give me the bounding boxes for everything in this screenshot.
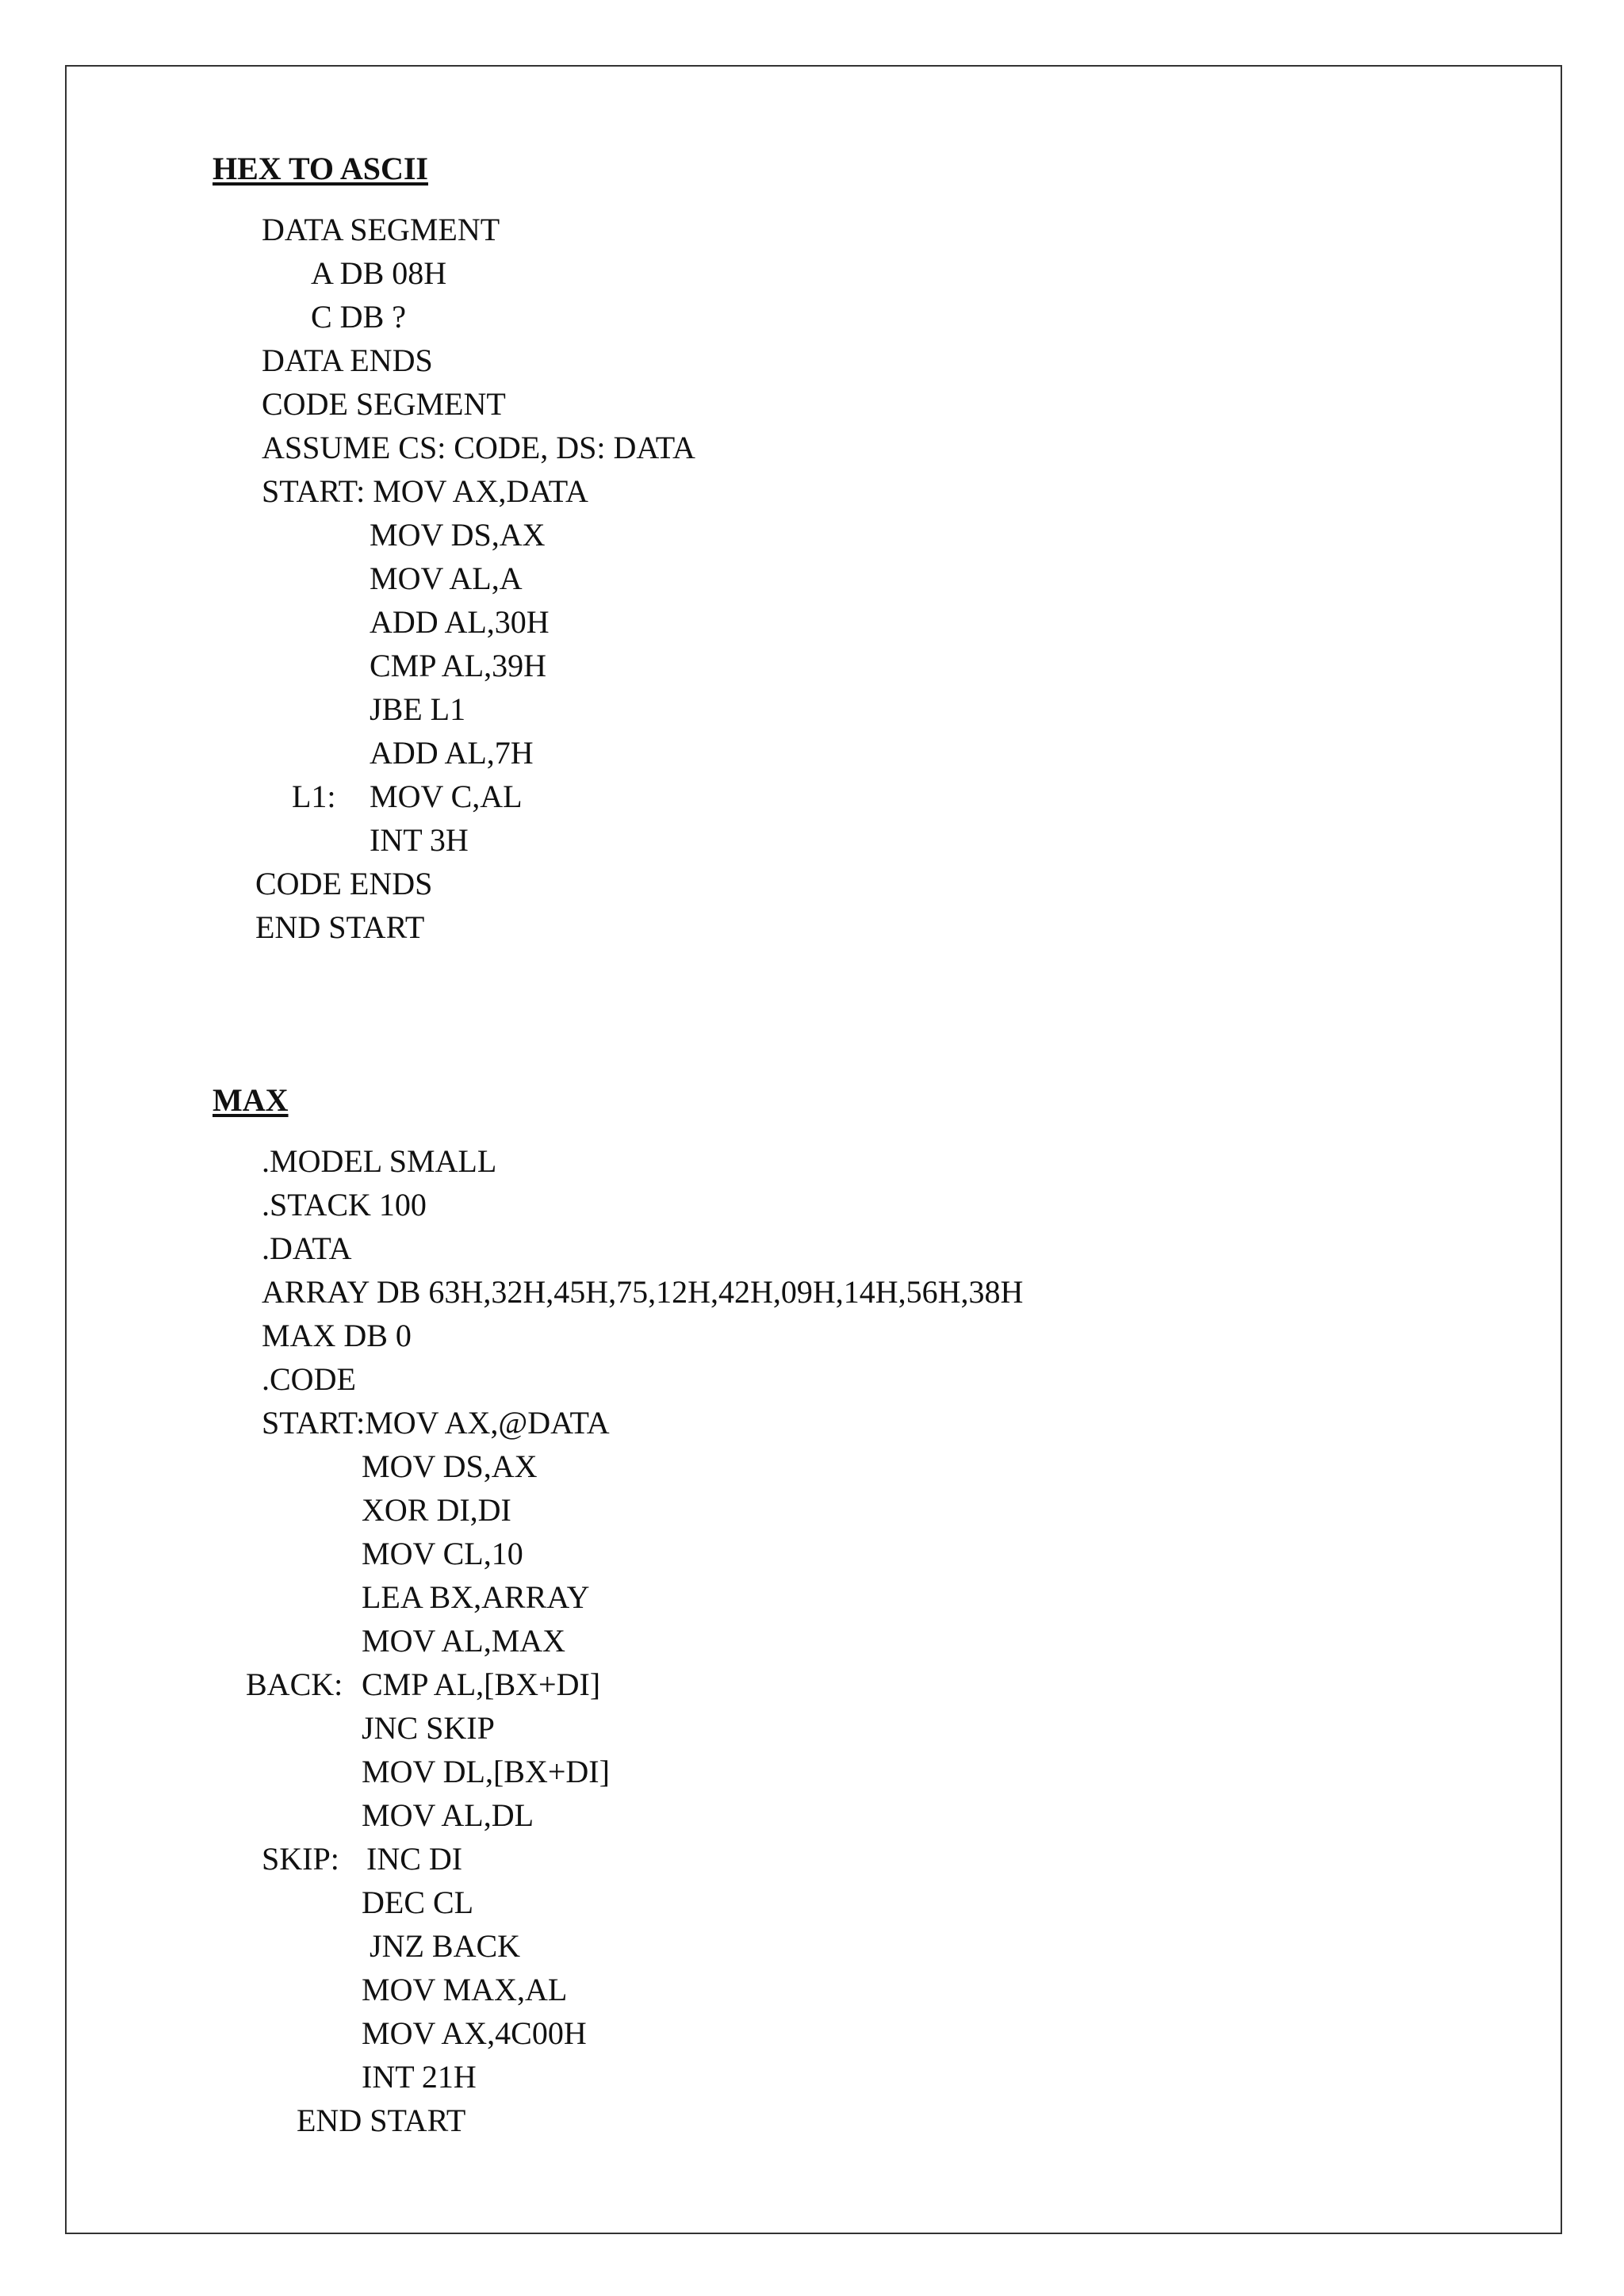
code-line: JNZ BACK [370,1928,521,1964]
code-line: MOV AL,MAX [362,1623,566,1659]
section-title-max: MAX [213,1082,289,1118]
code-line: MOV MAX,AL [362,1972,568,2007]
code-line: C DB ? [311,299,406,335]
code-line: MOV DS,AX [370,517,546,553]
code-line: CMP AL,[BX+DI] [362,1667,601,1702]
code-line: MOV CL,10 [362,1536,523,1571]
code-line: INC DI [366,1841,463,1877]
code-line: END START [255,909,425,945]
code-line: A DB 08H [311,255,447,291]
code-line: MOV AX,4C00H [362,2015,587,2051]
code-line: START:MOV AX,@DATA [262,1405,610,1441]
code-line: CODE ENDS [255,866,433,901]
code-line: ASSUME CS: CODE, DS: DATA [262,430,695,465]
code-line: CODE SEGMENT [262,386,506,422]
code-line: DATA ENDS [262,342,433,378]
code-line: LEA BX,ARRAY [362,1579,590,1615]
code-line: DATA SEGMENT [262,212,500,247]
code-line: INT 21H [362,2059,477,2095]
code-line: MOV AL,DL [362,1797,534,1833]
code-label: SKIP: [262,1841,339,1877]
code-label: BACK: [246,1667,343,1702]
code-line: JBE L1 [370,691,466,727]
code-line: MOV DL,[BX+DI] [362,1754,610,1789]
code-line: .DATA [262,1230,352,1266]
code-line: .MODEL SMALL [262,1143,497,1179]
code-line: START: MOV AX,DATA [262,473,588,509]
code-line: JNC SKIP [362,1710,495,1746]
code-line: DEC CL [362,1885,474,1920]
code-line: ADD AL,30H [370,604,550,640]
code-line: CMP AL,39H [370,648,547,683]
code-line: MOV DS,AX [362,1448,538,1484]
code-label: L1: [292,779,336,814]
code-line: XOR DI,DI [362,1492,511,1528]
code-line: END START [297,2103,466,2138]
code-line: MAX DB 0 [262,1318,412,1353]
code-line: .CODE [262,1361,356,1397]
code-line: ADD AL,7H [370,735,534,771]
code-line: MOV AL,A [370,561,523,596]
code-line: ARRAY DB 63H,32H,45H,75,12H,42H,09H,14H,56H,38H [262,1274,1024,1310]
section-title-hex-to-ascii: HEX TO ASCII [213,151,428,186]
code-line: INT 3H [370,822,469,858]
code-line: .STACK 100 [262,1187,427,1223]
code-line: MOV C,AL [370,779,523,814]
